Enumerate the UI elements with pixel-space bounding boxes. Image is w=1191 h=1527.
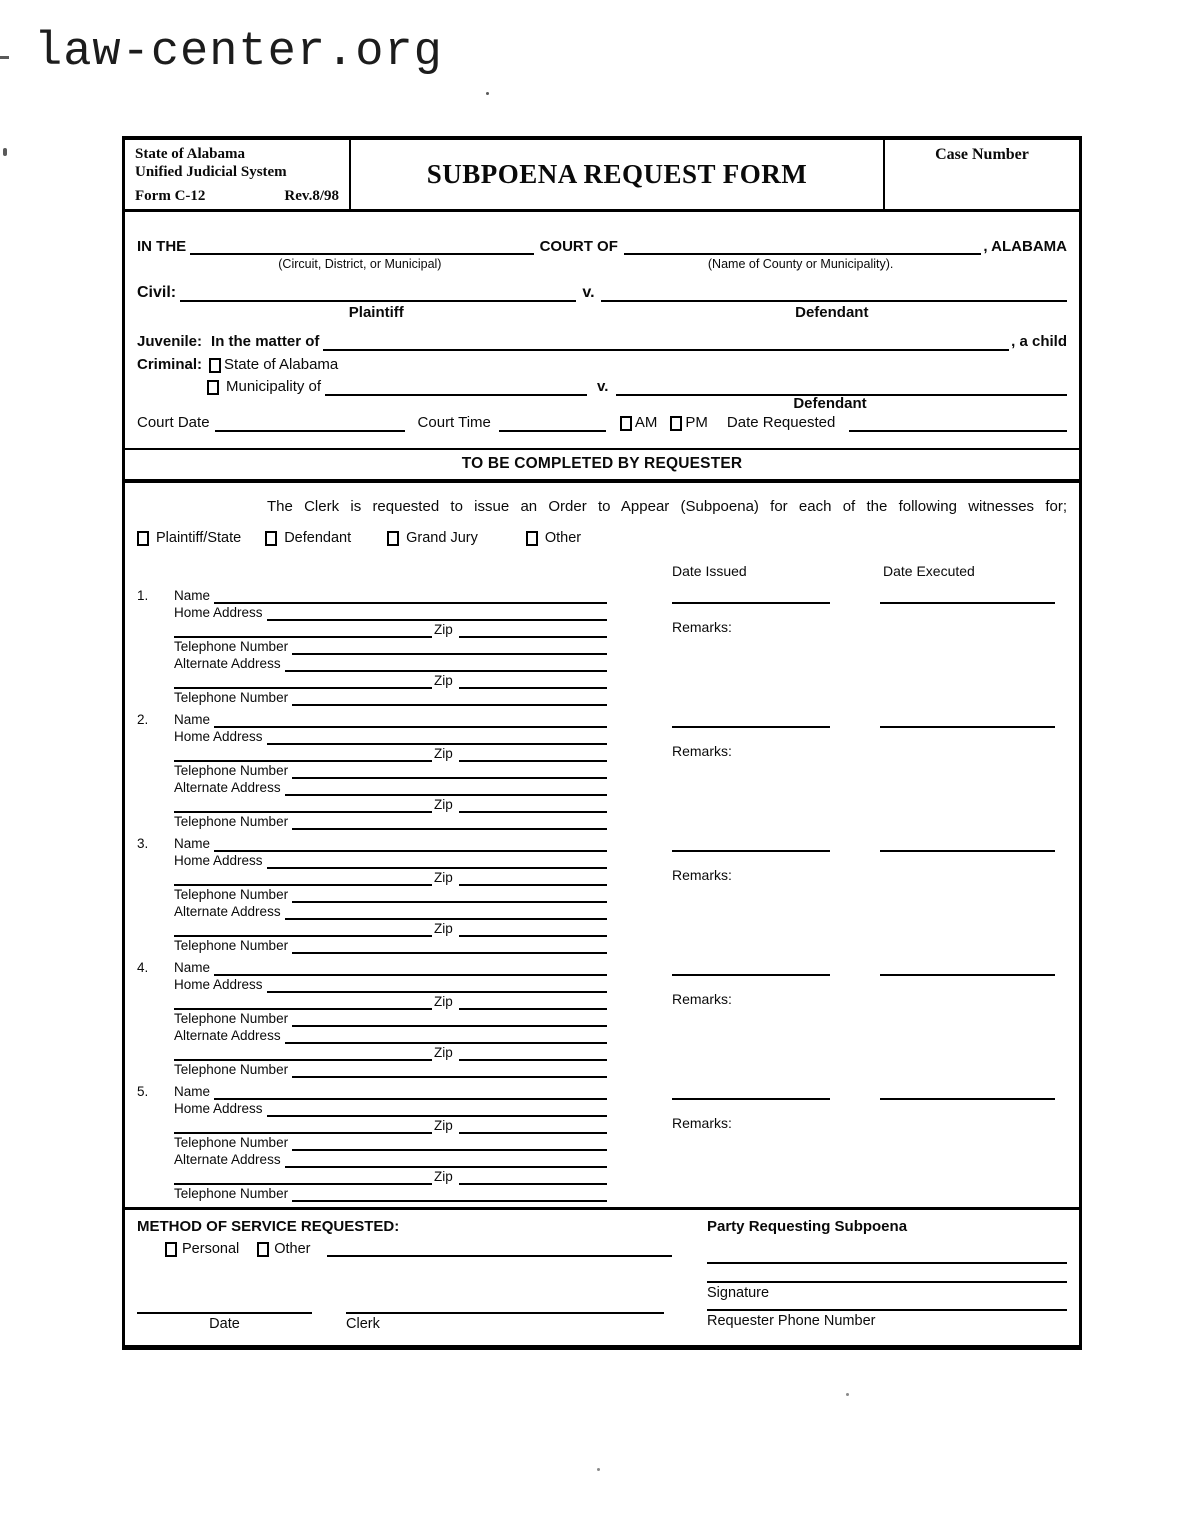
method-of-service-section [125,1207,1079,1345]
service-other-label: Other [274,1241,311,1257]
court-date-row [137,414,1067,432]
city-blank [174,633,432,638]
form-number: Form C-12 [135,188,206,204]
telephone-label: Telephone Number [174,1062,289,1077]
scan-artifact [3,148,7,156]
alternate-address-blank [285,915,607,920]
subpoena-request-form [122,136,1082,1350]
alt-city-blank [174,684,432,689]
name-label: Name [174,1084,211,1099]
telephone-label: Telephone Number [174,1011,289,1026]
court-of-label: COURT OF [539,238,618,255]
alt-zip-blank [459,684,607,689]
home-address-blank [267,740,607,745]
municipality-name-blank [325,391,587,396]
juvenile-name-blank [323,346,1009,351]
in-matter-label: In the matter of [211,333,320,350]
scan-artifact [0,56,9,59]
remarks-label: Remarks: [672,743,732,759]
zip-blank [459,1129,607,1134]
personal-checkbox [165,1242,177,1257]
alternate-address-blank [285,1039,607,1044]
name-label: Name [174,960,211,975]
date-issued-blank [672,1095,830,1100]
home-address-label: Home Address [174,977,263,992]
telephone-blank [292,774,607,779]
name-label: Name [174,836,211,851]
witness-number: 1. [137,588,149,603]
alternate-address-label: Alternate Address [174,780,281,795]
in-the-court-row [137,238,1067,272]
date-executed-label: Date Executed [883,563,975,579]
remarks-label: Remarks: [672,991,732,1007]
telephone-blank [292,1022,607,1027]
telephone-label: Telephone Number [174,763,289,778]
civil-label: Civil: [137,284,177,301]
remarks-label: Remarks: [672,1115,732,1131]
phone-label: Requester Phone Number [707,1313,876,1329]
defendant-option-label: Defendant [284,530,352,546]
alabama-label: , ALABAMA [983,238,1067,255]
alt-telephone-blank [292,1073,607,1078]
pm-label: PM [685,414,708,431]
signature-label: Signature [707,1285,770,1301]
date-issued-label: Date Issued [672,563,747,579]
alt-telephone-blank [292,1197,607,1202]
alt-zip-blank [459,1056,607,1061]
grand-jury-label: Grand Jury [406,530,478,546]
home-address-blank [267,864,607,869]
alt-zip-blank [459,1180,607,1185]
home-address-blank [267,616,607,621]
remarks-label: Remarks: [672,867,732,883]
am-label: AM [634,414,658,431]
home-address-label: Home Address [174,729,263,744]
name-blank [214,1095,607,1100]
form-revision: Rev.8/98 [284,188,339,204]
date-columns-header [137,563,1067,581]
alt-telephone-blank [292,825,607,830]
clerk-instruction: The Clerk is requested to issue an Order to Appear (Subpoena) for each of the following witnesses for; [267,498,1067,515]
other-option-label: Other [544,530,582,546]
city-blank [174,757,432,762]
zip-label: Zip [434,870,453,885]
home-address-blank [267,1112,607,1117]
telephone-label: Telephone Number [174,1135,289,1150]
telephone-label: Telephone Number [174,887,289,902]
personal-label: Personal [182,1241,240,1257]
service-other-checkbox [257,1242,269,1257]
option-defendant [265,530,351,546]
zip-label: Zip [434,622,453,637]
telephone-label: Telephone Number [174,814,289,829]
alt-zip-blank [459,808,607,813]
state-of-alabama-label: State of Alabama [224,356,339,373]
zip-label: Zip [434,1169,453,1184]
service-other-blank [327,1252,672,1257]
am-checkbox [620,416,632,431]
telephone-label: Telephone Number [174,690,289,705]
plaintiff-state-label: Plaintiff/State [156,530,242,546]
court-date-label: Court Date [137,414,210,431]
service-options-row [165,1241,707,1257]
city-blank [174,1005,432,1010]
city-blank [174,1129,432,1134]
date-requested-blank [849,427,1067,432]
zip-blank [459,1005,607,1010]
defendant-checkbox [265,531,277,546]
plaintiff-caption: Plaintiff [348,304,404,321]
telephone-blank [292,898,607,903]
criminal-label: Criminal: [137,356,203,373]
telephone-blank [292,650,607,655]
zip-blank [459,757,607,762]
alt-telephone-blank [292,701,607,706]
zip-label: Zip [434,746,453,761]
org-line1: State of Alabama [135,146,245,162]
witness-number: 2. [137,712,149,727]
party-requesting-area [707,1218,1067,1333]
zip-label: Zip [434,994,453,1009]
telephone-label: Telephone Number [174,1186,289,1201]
alt-city-blank [174,808,432,813]
witness-block-3 [137,835,1067,959]
a-child-label: , a child [1011,333,1067,350]
witness-block-4 [137,959,1067,1083]
juvenile-row [137,333,1067,351]
scan-artifact [486,92,489,95]
in-the-label: IN THE [137,238,187,255]
scan-artifact [597,1468,600,1471]
option-grand-jury [387,530,478,546]
date-signature-area [137,1309,312,1333]
alternate-address-label: Alternate Address [174,1028,281,1043]
state-of-alabama-checkbox [209,358,221,373]
witness-number: 4. [137,960,149,975]
date-executed-blank [880,599,1055,604]
method-of-service-title: METHOD OF SERVICE REQUESTED: [137,1218,400,1235]
witness-number: 5. [137,1084,149,1099]
witness-block-2 [137,711,1067,835]
remarks-label: Remarks: [672,619,732,635]
clerk-signature-area [346,1309,664,1333]
alt-city-blank [174,932,432,937]
city-blank [174,881,432,886]
court-time-label: Court Time [417,414,491,431]
municipality-row [137,378,1067,396]
pm-checkbox [670,416,682,431]
name-blank [214,723,607,728]
plaintiff-state-checkbox [137,531,149,546]
civil-row [137,284,1067,321]
civil-versus-label: v. [582,284,595,301]
date-executed-blank [880,1095,1055,1100]
date-issued-blank [672,971,830,976]
circuit-caption: (Circuit, District, or Municipal) [278,257,442,271]
alternate-address-label: Alternate Address [174,1152,281,1167]
form-title: SUBPOENA REQUEST FORM [426,159,808,189]
alt-zip-blank [459,932,607,937]
county-caption: (Name of County or Municipality). [707,257,894,271]
court-info-section [125,212,1079,448]
date-label: Date [209,1316,240,1332]
name-label: Name [174,712,211,727]
witness-block-5 [137,1083,1067,1207]
witness-block-1 [137,587,1067,711]
zip-label: Zip [434,1045,453,1060]
alt-telephone-blank [292,949,607,954]
defendant-caption-2: Defendant [793,395,867,412]
name-blank [214,847,607,852]
alternate-address-blank [285,791,607,796]
requester-section [125,483,1079,1207]
party-requesting-label: Party Requesting Subpoena [707,1218,908,1235]
municipality-label: Municipality of [226,378,322,395]
witness-number: 3. [137,836,149,851]
telephone-blank [292,1146,607,1151]
date-executed-blank [880,847,1055,852]
date-requested-label: Date Requested [726,414,836,431]
municipality-versus-label: v. [597,378,609,395]
home-address-label: Home Address [174,1101,263,1116]
option-plaintiff-state [137,530,241,546]
form-header-title-cell [351,140,885,209]
other-checkbox [526,531,538,546]
scan-artifact [846,1393,849,1396]
name-blank [214,599,607,604]
name-blank [214,971,607,976]
criminal-row [137,356,1067,374]
defendant-caption: Defendant [795,304,869,321]
telephone-label: Telephone Number [174,639,289,654]
alternate-address-blank [285,667,607,672]
date-executed-blank [880,971,1055,976]
form-header [125,140,1079,212]
juvenile-label: Juvenile: [137,333,203,350]
alternate-address-label: Alternate Address [174,656,281,671]
date-issued-blank [672,847,830,852]
zip-label: Zip [434,1118,453,1133]
option-other [526,530,581,546]
zip-label: Zip [434,797,453,812]
case-number-cell [885,140,1079,209]
home-address-label: Home Address [174,853,263,868]
clerk-label: Clerk [346,1316,380,1332]
alt-city-blank [174,1180,432,1185]
grand-jury-checkbox [387,531,399,546]
alternate-address-blank [285,1163,607,1168]
zip-label: Zip [434,921,453,936]
case-number-label: Case Number [935,146,1029,163]
witness-list [137,587,1067,1207]
date-executed-blank [880,723,1055,728]
zip-blank [459,881,607,886]
org-line2: Unified Judicial System [135,164,287,180]
zip-label: Zip [434,673,453,688]
name-label: Name [174,588,211,603]
home-address-blank [267,988,607,993]
party-blank [707,1259,1067,1264]
site-title: law-center.org [34,26,443,79]
alt-city-blank [174,1056,432,1061]
date-issued-blank [672,723,830,728]
date-issued-blank [672,599,830,604]
form-header-left-cell [125,140,351,209]
court-time-blank [499,427,606,432]
home-address-label: Home Address [174,605,263,620]
requester-band-title: TO BE COMPLETED BY REQUESTER [125,448,1079,483]
telephone-label: Telephone Number [174,938,289,953]
court-date-blank [215,427,405,432]
zip-blank [459,633,607,638]
witness-for-options [137,529,1067,547]
municipality-checkbox [207,380,219,395]
alternate-address-label: Alternate Address [174,904,281,919]
